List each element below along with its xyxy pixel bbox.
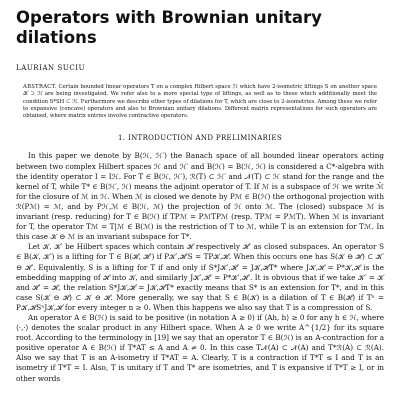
body-paragraph-3: An operator A ∈ B(ℋ) is said to be positive (in notation A ≥ 0) if ⟨Ah, h⟩ ≥ 0 for any h ∈ ℋ, where ⟨·,·⟩ denotes the scalar product in any Hilbert space. When A ≥ 0 we write A^{1/2} for its square root. According to the terminology in [19] we say that an operator T ∈ B(ℋ) is an A-contraction for a positive operator A ∈ B(ℋ) if T*AT ≤ A and A ≠ 0. In this case T𝒩(A) ⊂ 𝒩(A) and T*ℛ(A) ⊂ ℛ(A). Also we say that T is an A-isometry if T*AT = A. Clearly, T is a contraction if T*T ≤ I and T is an isometry if T*T = I. Also, T is unitary if T and T* are isometries, and T is expansive if T*T ≥ I, or in other words xyxy=(16,312,384,383)
body-paragraph-2: Let 𝒦, 𝒦′ be Hilbert spaces which contain ℋ respectively ℋ′ as closed subspaces. An operator S ∈ B(𝒦, 𝒦′) is a lifting for T ∈ B(ℋ, ℋ′) if P𝒦′,ℋ′S = TP𝒦,ℋ. When this occurs one has S(𝒦 ⊖ ℋ) ⊂ 𝒦′ ⊖ ℋ′. Equivalently, S is a lifting for T if and only if S*J𝒦′,ℋ′ = J𝒦,ℋT* where J𝒦,ℋ = P*𝒦,ℋ is the embedding mapping of ℋ into 𝒦, and similarly J𝒦′,ℋ′ = P*𝒦′,ℋ′. It is obvious that if we take 𝒦′ = 𝒦 and ℋ′ = ℋ, the relation S*J𝒦,ℋ = J𝒦,ℋT* exactly means that S* is an extension for T*, and in this case S(𝒦 ⊖ ℋ) ⊂ 𝒦 ⊖ ℋ. More generally, we say that S ∈ B(𝒦) is a dilation of T ∈ B(ℋ) if Tⁿ = P𝒦,ℋSⁿJ𝒦,ℋ for every integer n ≥ 0. When this happens we also say that T is a compression of S. xyxy=(16,242,384,312)
abstract-label: ABSTRACT. xyxy=(23,84,57,90)
abstract-text: Certain bounded linear operators T on a complex Hilbert space ℋ which have 2-isometric liftings S on another space 𝒦 ⊃ ℋ are being investigated. We refer also to a more special type of liftings, as well as to these which additionally meet the condition S*SH ⊂ ℋ. Furthermore we describe other types of dilations for T, which are close to 2-isometries. Among these we refer to expansive (concave) operators and also to Brownian unitary dilations. Different matrix representations for such operators are obtained, where matrix entries involve contractive operators. xyxy=(23,84,378,120)
body-paragraph-1: In this paper we denote by B(ℋ, ℋ′) the Banach space of all bounded linear operators acting between two complex Hilbert spaces ℋ and ℋ′ and B(ℋ) = B(ℋ, ℋ) is considered a C*-algebra with the identity operator I = Iℋ. For T ∈ B(ℋ, ℋ′), ℛ(T) ⊂ ℋ′ and 𝒩(T) ⊂ ℋ stand for the range and the kernel of T, while T* ∈ B(ℋ′, ℋ) means the adjoint operator of T. If ℳ is a subspace of ℋ we write ℳ̄ for the closure of ℳ in ℋ. When ℳ is closed we denote by Pℳ ∈ B(ℋ) the orthogonal projection with ℛ(Pℳ) = ℳ, and by Pℋ,ℳ ∈ B(ℋ, ℳ) the projection of ℋ onto ℳ. The (closed) subspace ℳ is invariant (resp. reducing) for T ∈ B(ℋ) if TPℳ = PℳTPℳ (resp. TPℳ = PℳT). When ℳ is invariant for T, the operator Tℳ = T|ℳ ∈ B(ℳ) is the restriction of T to ℳ, while T is an extension for Tℳ. In this case 𝒦 ⊖ ℳ is an invariant subspace for T*. xyxy=(16,151,384,242)
abstract-block xyxy=(23,84,377,120)
author-name: LAURIAN SUCIU xyxy=(16,64,86,72)
section-heading: 1. INTRODUCTION AND PRELIMINARIES xyxy=(118,134,282,143)
paper-title: Operators with Brownian unitary dilations xyxy=(16,8,322,47)
